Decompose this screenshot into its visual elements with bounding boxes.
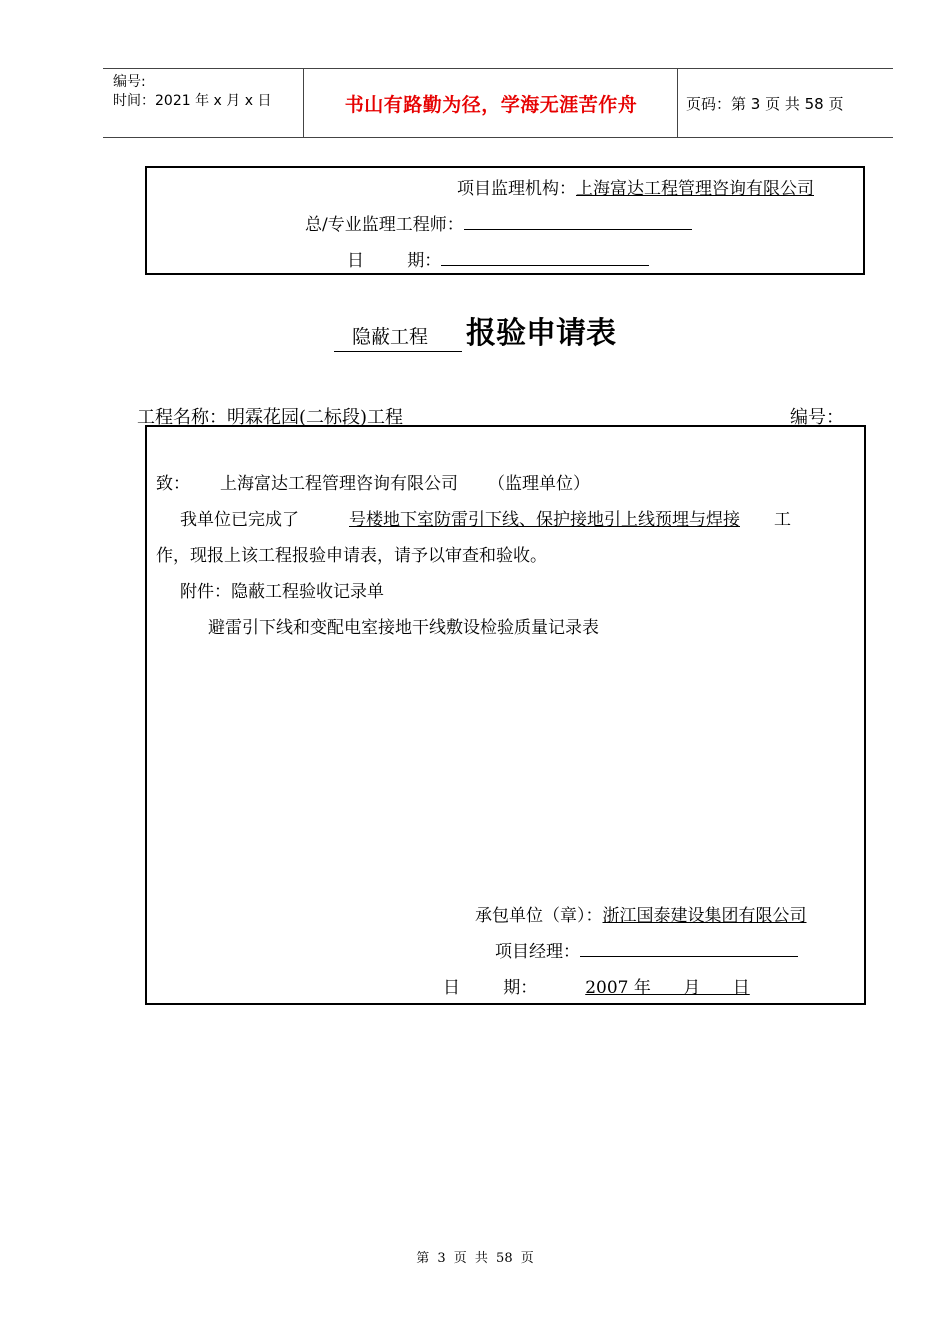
supervision-org-value: 上海富达工程管理咨询有限公司 — [576, 179, 814, 199]
to-value: 上海富达工程管理咨询有限公司 — [220, 474, 458, 494]
header-motto: 书山有路勤为径，学海无涯苦作舟 — [344, 93, 638, 116]
form-main-title: 报验申请表 — [466, 316, 616, 351]
completion-row-2: 作，现报上该工程报验申请表，请予以审查和验收。 — [156, 546, 547, 566]
attachment-label: 附件：隐蔽工程验收记录单 — [180, 582, 384, 602]
contractor-date-label: 日 期： — [443, 978, 538, 998]
project-number-label: 编号： — [790, 407, 844, 428]
completion-suffix: 工 — [774, 510, 791, 530]
contractor-manager-signature-line[interactable] — [580, 940, 798, 957]
page-header — [103, 68, 893, 138]
contractor-unit-row — [475, 901, 807, 926]
contractor-manager-row — [495, 937, 798, 962]
supervision-engineer-signature-line[interactable] — [464, 213, 692, 230]
supervision-date-label: 日 期： — [347, 251, 442, 271]
completion-prefix: 我单位已完成了 — [180, 510, 299, 530]
form-title — [0, 308, 950, 352]
supervision-engineer-row — [305, 210, 692, 235]
contractor-unit-value: 浙江国泰建设集团有限公司 — [602, 906, 807, 926]
page-footer: 第 3 页 共 58 页 — [416, 1251, 534, 1266]
to-label: 致： — [156, 474, 190, 494]
header-divider — [677, 69, 678, 137]
header-page-info: 页码：第 3 页 共 58 页 — [686, 95, 844, 113]
contractor-unit-label: 承包单位（章）： — [475, 906, 603, 926]
attachment-item: 避雷引下线和变配电室接地干线敷设检验质量记录表 — [208, 618, 599, 638]
supervision-engineer-label: 总/专业监理工程师： — [305, 215, 464, 235]
supervision-box — [145, 166, 865, 275]
supervision-date-line[interactable] — [441, 249, 649, 266]
supervision-org-row — [457, 174, 814, 199]
completion-work: 号楼地下室防雷引下线、保护接地引上线预埋与焊接 — [349, 510, 740, 530]
application-box — [145, 425, 866, 1005]
form-subtitle: 隐蔽工程 — [334, 322, 462, 352]
project-name: 工程名称：明霖花园(二标段)工程 — [137, 407, 404, 428]
header-number-label: 编号: — [113, 74, 146, 90]
completion-row — [180, 505, 791, 530]
to-row — [156, 469, 590, 494]
contractor-date-row — [443, 973, 766, 998]
supervision-org-label: 项目监理机构： — [457, 179, 576, 199]
to-suffix: （监理单位） — [488, 474, 590, 494]
contractor-date-value[interactable]: 2007 年 月 日 — [585, 978, 750, 998]
header-time-label: 时间：2021 年 x 月 x 日 — [113, 93, 272, 109]
supervision-date-row — [347, 246, 649, 271]
header-left — [113, 73, 271, 111]
contractor-manager-label: 项目经理： — [495, 942, 580, 962]
